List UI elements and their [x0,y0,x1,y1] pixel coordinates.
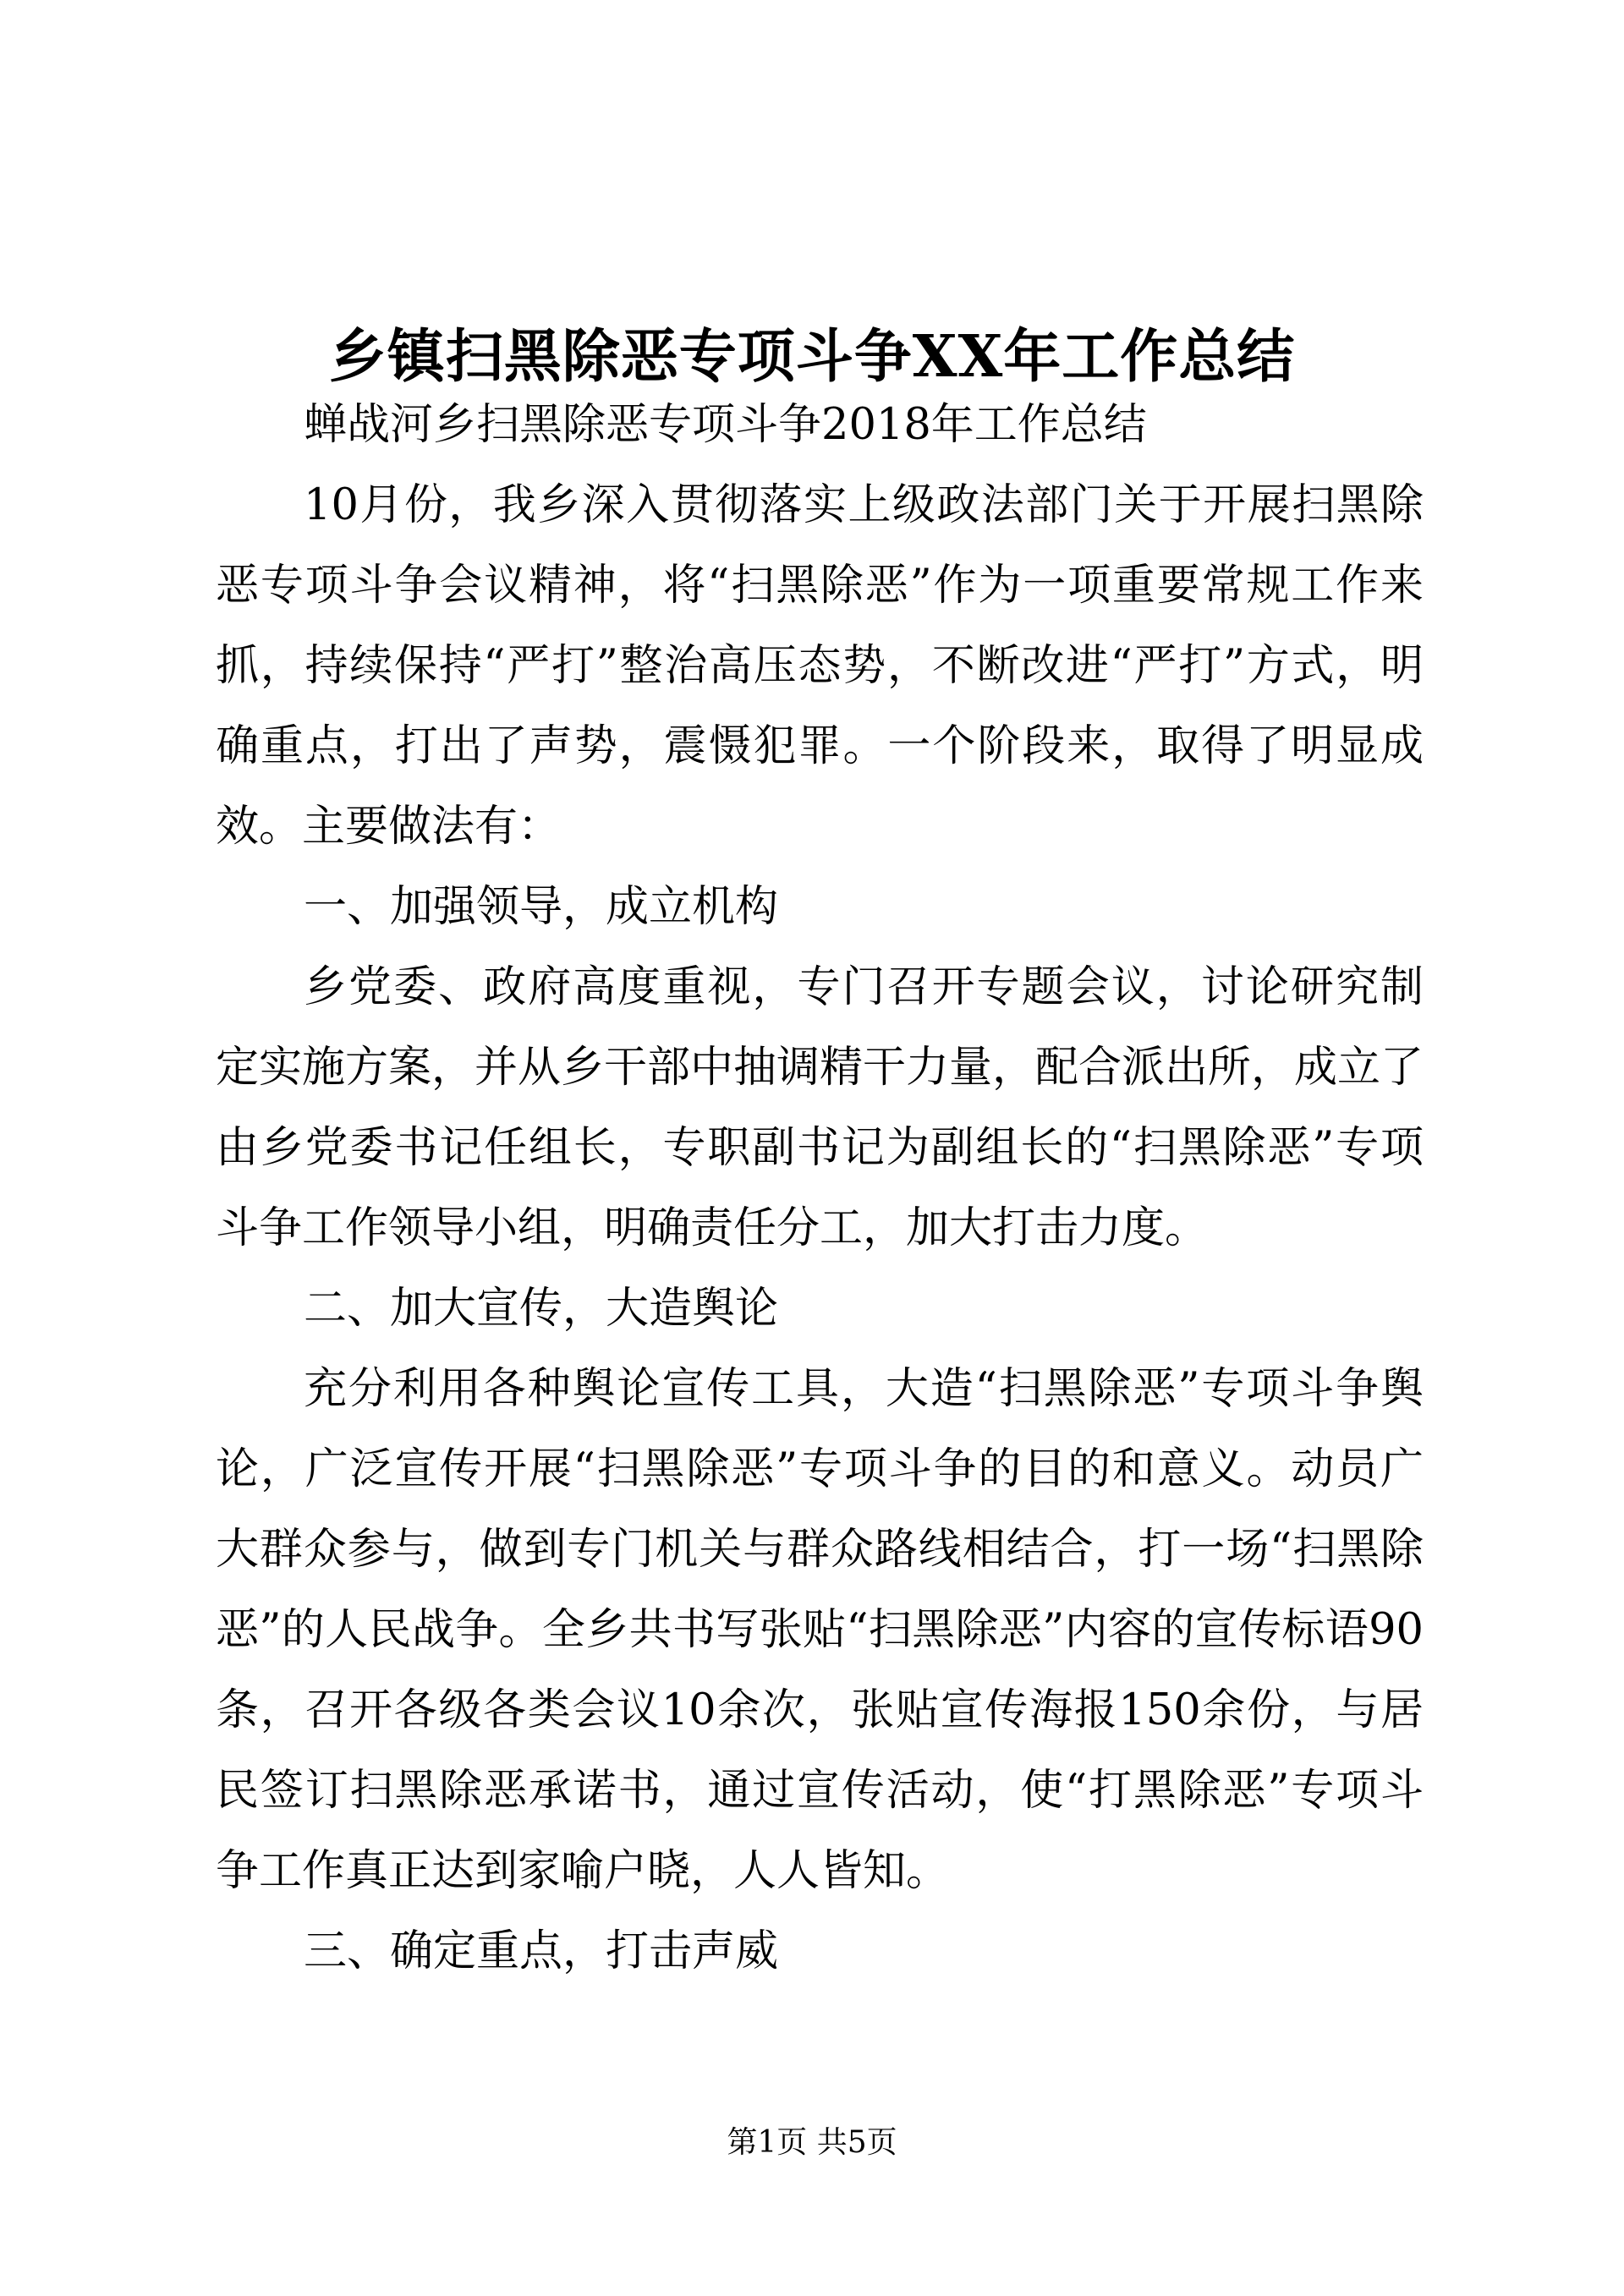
section-heading-1: 一、加强领导，成立机构 [304,882,779,932]
section-heading-2: 二、加大宣传，大造舆论 [304,1284,779,1334]
subtitle-paragraph: 蝉战河乡扫黑除恶专项斗争2018年工作总结 [304,400,1147,450]
section-body-1: 乡党委、政府高度重视，专门召开专题会议，讨论研究制定实施方案，并从乡干部中抽调精干力量，配合派出所，成立了由乡党委书记任组长，专职副书记为副组长的“扫黑除恶”专项斗争工作领导小组，明确责任分工，加大打击力度。 [216,962,1424,1253]
page-footer: 第1页 共5页 [727,2125,897,2160]
section-body-2: 充分利用各种舆论宣传工具，大造“扫黑除恶”专项斗争舆论，广泛宣传开展“扫黑除恶”专项斗争的目的和意义。动员广大群众参与，做到专门机关与群众路线相结合，打一场“扫黑除恶”的人民战争。全乡共书写张贴“扫黑除恶”内容的宣传标语90条，召开各级各类会议10余次，张贴宣传海报150余份，与居民签订扫黑除恶承诺书，通过宣传活动，使“打黑除恶”专项斗争工作真正达到家喻户晓，人人皆知。 [216,1364,1424,1896]
intro-paragraph: 10月份，我乡深入贯彻落实上级政法部门关于开展扫黑除恶专项斗争会议精神，将“扫黑除恶”作为一项重要常规工作来抓，持续保持“严打”整治高压态势，不断改进“严打”方式，明确重点，打出了声势，震慑犯罪。一个阶段来，取得了明显成效。主要做法有： [216,480,1424,852]
document-title: 乡镇扫黑除恶专项斗争XX年工作总结 [328,322,1296,391]
section-heading-3: 三、确定重点，打击声威 [304,1926,779,1976]
document-body [216,385,1424,1992]
